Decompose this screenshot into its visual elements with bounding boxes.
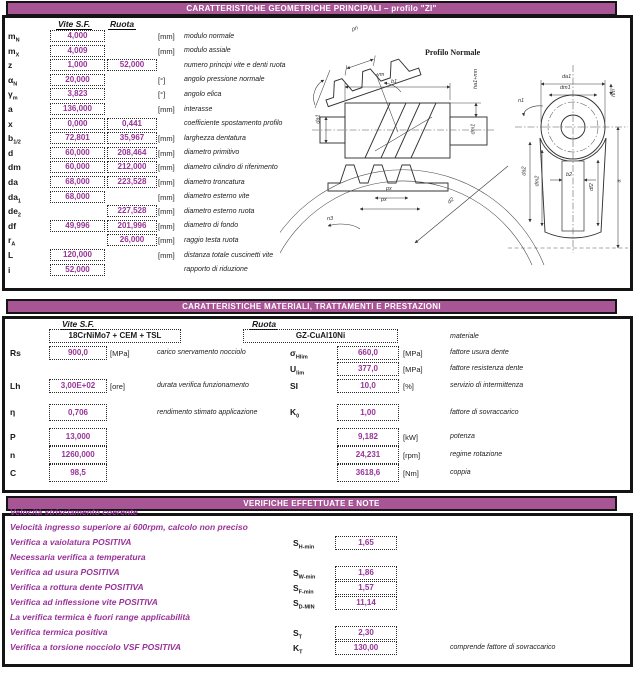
geometry-col-vite: Vite S.F. [58, 19, 91, 29]
mat-right-0-unit: [MPa] [403, 348, 423, 358]
mat-left-5-symbol: C [10, 467, 17, 478]
geo-row-9-symbol: dm [8, 162, 21, 173]
geometry-section-header [6, 1, 617, 16]
mat-left-1-unit: [ore] [110, 381, 126, 391]
mat-left-2-symbol: η [10, 407, 16, 417]
geo-row-5-vite-value[interactable]: 136,000 [50, 103, 105, 115]
mat-right-5-unit: [rpm] [403, 450, 421, 460]
geo-row-10-unit: [mm] [158, 178, 175, 187]
geo-row-0-symbol: $m_N$ [8, 31, 20, 44]
diagram-label-ha1+mn: ha1+mn [473, 68, 480, 90]
geo-row-6-vite-value[interactable]: 0,000 [50, 118, 105, 130]
geo-row-4-unit: [°] [158, 90, 166, 100]
thread-profile-detail [314, 44, 421, 108]
mat-right-1-desc: fattore resistenza dente [450, 365, 524, 372]
geo-row-1-symbol: $m_X$ [8, 45, 20, 59]
mat-left-2-desc: rendimento stimato applicazione [157, 408, 258, 416]
geo-row-8-vite-value[interactable]: 60,000 [50, 147, 105, 159]
geo-row-12-symbol: $de_2$ [8, 206, 21, 219]
geo-row-3-desc: angolo pressione normale [184, 76, 265, 84]
geo-row-3-symbol: $\alpha_N$ [8, 74, 18, 88]
diagram-label-dm2: dm2 [534, 175, 541, 187]
geo-row-0-unit: [mm] [158, 32, 175, 41]
mat-right-3-symbol: $K_0$ [290, 407, 300, 420]
mat-right-6-value[interactable]: 3618,6 [337, 464, 399, 482]
mat-right-2-desc: servizio di intermittenza [450, 382, 524, 389]
geo-row-8-symbol: d [8, 147, 14, 158]
geo-row-16-symbol: i [8, 264, 11, 275]
geo-row-1-desc: modulo assiale [184, 47, 231, 55]
geo-row-14-symbol: $r_A$ [8, 235, 16, 249]
geo-row-7-unit: [mm] [158, 134, 175, 144]
geo-row-3-unit: [°] [158, 75, 166, 85]
geo-row-15-desc: distanza totale cuscinetti vite [184, 251, 274, 259]
geo-row-7-desc: larghezza dentatura [184, 134, 246, 142]
geo-row-4-symbol: $\gamma_m$ [8, 89, 18, 103]
mat-right-5-value[interactable]: 24,231 [337, 446, 399, 464]
worm-gear-diagram [280, 20, 630, 288]
mat-left-3-symbol: P [10, 431, 16, 442]
geo-row-7-ruota-value[interactable]: 35,967 [107, 132, 157, 144]
mat-right-6-unit: [Nm] [403, 468, 419, 478]
geo-row-4-desc: angolo elica [184, 90, 222, 98]
geo-row-8-ruota-value[interactable]: 208,464 [107, 147, 157, 159]
diagram-label-da1: da1 [562, 74, 572, 80]
geo-row-15-unit: [mm] [158, 251, 175, 260]
geo-row-13-unit: [mm] [158, 221, 175, 231]
diagram-label-a: a [616, 179, 623, 183]
geo-row-11-desc: diametro esterno vite [184, 193, 250, 201]
geo-row-11-symbol: $da_1$ [8, 191, 21, 205]
verif-row-9-value[interactable]: 130,00 [335, 641, 397, 655]
geo-row-12-desc: diametro esterno ruota [184, 207, 255, 215]
diagram-label-px: px [386, 186, 392, 192]
diagram-label-df2: df2 [588, 183, 595, 191]
verif-row-6-symbol: $S_{D-MIN}$ [293, 598, 315, 611]
verif-row-9-note: Verifica a torsione nocciolo VSF POSITIVA [10, 642, 181, 652]
geometry-col-ruota: Ruota [110, 19, 135, 29]
mat-left-2-value[interactable]: 0,706 [49, 404, 107, 421]
verifications-section-title: VERIFICHE EFFETTUATE E NOTE [243, 499, 380, 508]
front-view [280, 74, 544, 265]
mat-right-5-desc: regime rotazione [450, 451, 503, 458]
geo-row-2-symbol: z [8, 60, 13, 71]
diagram-label-px: px [381, 197, 387, 203]
geo-row-9-ruota-value[interactable]: 212,000 [107, 161, 157, 173]
geo-row-9-unit: [mm] [158, 163, 175, 173]
diagram-label-n1: n1 [518, 98, 525, 104]
mat-right-3-desc: fattore di sovraccarico [450, 408, 519, 416]
verif-row-6-note: Verifica ad inflessione vite POSITIVA [10, 597, 158, 607]
diagram-profile-label: Profilo Normale [425, 48, 481, 57]
verif-row-4-note: Verifica ad usura POSITIVA [10, 567, 120, 577]
verif-row-1-note: Velocità ingresso superiore ai 600rpm, calcolo non preciso [10, 522, 248, 532]
mat-left-4-value[interactable]: 1260,000 [49, 446, 107, 464]
geo-row-0-desc: modulo normale [184, 32, 235, 40]
geo-row-8-desc: diametro primitivo [184, 149, 240, 157]
material-ruota-field[interactable]: GZ-CuAl10Ni [243, 329, 398, 343]
mat-right-1-value[interactable]: 377,0 [337, 362, 399, 376]
mat-left-3-value[interactable]: 13,000 [49, 428, 107, 446]
geo-row-10-symbol: da [8, 177, 18, 187]
diagram-label-da2: da2 [521, 166, 528, 176]
geo-row-7-vite-value[interactable]: 72,801 [50, 132, 105, 144]
diagram-label-hm: hm [610, 89, 617, 97]
geo-row-9-desc: diametro cilindro di riferimento [184, 163, 278, 171]
mat-right-2-value[interactable]: 10,0 [337, 379, 399, 393]
materials-col-ruota: Ruota [252, 319, 277, 329]
verif-row-5-symbol: $S_{F-min}$ [293, 583, 314, 596]
geo-row-13-desc: diametro di fondo [184, 222, 239, 230]
verif-row-2-note: Verifica a vaiolatura POSITIVA [10, 537, 132, 547]
geo-row-0-vite-value[interactable]: 4,000 [50, 30, 105, 42]
geo-row-16-desc: rapporto di riduzione [184, 266, 248, 274]
verif-row-9-extra: comprende fattore di sovraccarico [450, 644, 556, 651]
geo-row-6-desc: coefficiente spostamento profilo [184, 120, 283, 128]
material-vite-field[interactable]: 18CrNiMo7 + CEM + TSL [49, 329, 181, 343]
diagram-label-b2: b2 [566, 172, 573, 178]
geo-row-1-unit: [mm] [158, 46, 175, 56]
mat-right-0-desc: fattore usura dente [450, 349, 509, 356]
verif-row-3-note: Necessaria verifica a temperatura [10, 552, 146, 562]
geo-row-3-vite-value[interactable]: 20,000 [50, 74, 105, 86]
mat-right-2-unit: [%] [403, 381, 414, 391]
geo-row-15-vite-value[interactable]: 120,000 [50, 249, 105, 261]
geo-row-2-ruota-value[interactable]: 52,000 [107, 59, 157, 71]
geo-row-13-ruota-value[interactable]: 201,996 [107, 220, 157, 232]
geo-row-2-vite-value[interactable]: 1,000 [50, 59, 105, 71]
geo-row-16-vite-value[interactable]: 52,000 [50, 264, 105, 276]
geo-row-2-desc: numero principi vite e denti ruota [184, 61, 286, 69]
geo-row-12-unit: [mm] [158, 207, 175, 217]
mat-left-0-value[interactable]: 900,0 [49, 346, 107, 360]
diagram-label-b1: b1 [391, 79, 398, 85]
mat-left-1-desc: durata verifica funzionamento [157, 382, 249, 389]
mat-right-1-unit: [MPa] [403, 364, 423, 374]
materials-section-header [6, 299, 617, 314]
mat-right-3-value[interactable]: 1,00 [337, 404, 399, 421]
geo-row-12-ruota-value[interactable]: 227,528 [107, 205, 157, 217]
geo-row-7-symbol: $b_{1/2}$ [8, 133, 21, 146]
geo-row-5-unit: [mm] [158, 105, 175, 114]
materials-col-vite: Vite S.F. [62, 319, 95, 329]
geo-row-13-vite-value[interactable]: 49,996 [50, 220, 105, 232]
verif-row-0-note: Velocità strisciamento coerente [10, 507, 138, 517]
mat-right-0-value[interactable]: 660,0 [337, 346, 399, 360]
mat-left-0-unit: [MPa] [110, 348, 130, 358]
geo-row-6-symbol: x [8, 118, 13, 129]
geo-row-14-unit: [mm] [158, 236, 175, 246]
diagram-label-n3: n3 [327, 216, 334, 222]
geo-row-6-ruota-value[interactable]: 0,441 [107, 118, 157, 130]
mat-left-1-value[interactable]: 3,00E+02 [49, 379, 107, 393]
geo-row-15-symbol: L [8, 250, 14, 260]
diagram-label-pn: pn [351, 25, 359, 33]
geo-row-8-unit: [mm] [158, 148, 175, 158]
geo-row-13-symbol: df [8, 220, 17, 231]
verif-row-2-value[interactable]: 1,65 [335, 536, 397, 550]
geo-row-1-vite-value[interactable]: 4,009 [50, 45, 105, 57]
verif-row-8-note: Verifica termica positiva [10, 627, 108, 637]
verif-row-4-symbol: $S_{W-min}$ [293, 568, 316, 581]
mat-left-1-symbol: Lh [10, 380, 21, 391]
verif-row-6-value[interactable]: 11,14 [335, 596, 397, 610]
mat-right-4-desc: potenza [450, 433, 475, 440]
mat-right-0-symbol: $\sigma_{Hlim}$ [290, 347, 308, 361]
diagram-label-γm: γm [377, 72, 385, 78]
geo-row-10-ruota-value[interactable]: 223,528 [107, 176, 157, 188]
verif-row-5-note: Verifica a rottura dente POSITIVA [10, 582, 144, 592]
verif-row-2-symbol: $S_{H-min}$ [293, 538, 315, 551]
diagram-label-d2: d2 [446, 196, 456, 206]
geo-row-10-vite-value[interactable]: 68,000 [50, 176, 105, 188]
mat-right-6-desc: coppia [450, 469, 471, 476]
materials-section-title: CARATTERISTICHE MATERIALI, TRATTAMENTI E PRESTAZIONI [182, 302, 441, 311]
material-desc: materiale [450, 333, 479, 340]
diagram-label-dm1: dm1 [560, 85, 571, 91]
geo-row-11-unit: [mm] [158, 192, 175, 202]
mat-left-4-symbol: n [10, 449, 16, 460]
geo-row-5-desc: interasse [184, 105, 213, 113]
verif-row-7-note: La verifica termica è fuori range applicabilità [10, 612, 190, 622]
geo-row-14-desc: raggio testa ruota [184, 236, 239, 244]
mat-right-1-symbol: $U_{lim}$ [290, 363, 305, 377]
geo-row-14-ruota-value[interactable]: 26,000 [107, 234, 157, 246]
geo-row-9-vite-value[interactable]: 60,000 [50, 161, 105, 173]
mat-right-4-value[interactable]: 9,182 [337, 428, 399, 446]
geo-row-10-desc: diametro troncatura [184, 178, 245, 186]
verif-row-9-symbol: $K_T$ [293, 643, 303, 656]
mat-left-0-desc: carico snervamento nocciolo [157, 349, 246, 356]
geo-row-11-vite-value[interactable]: 68,000 [50, 191, 105, 203]
geo-row-4-vite-value[interactable]: 3,823 [50, 88, 105, 100]
verif-row-4-value[interactable]: 1,86 [335, 566, 397, 580]
geo-row-5-symbol: a [8, 104, 13, 114]
mat-left-0-symbol: Rs [10, 347, 21, 358]
geometry-section-title: CARATTERISTICHE GEOMETRICHE PRINCIPALI – profilo "ZI" [186, 4, 437, 13]
mat-left-5-value[interactable]: 98,5 [49, 464, 107, 482]
mat-right-2-symbol: SI [290, 380, 299, 391]
verif-row-8-value[interactable]: 2,30 [335, 626, 397, 640]
mat-right-4-unit: [kW] [403, 432, 418, 442]
verif-row-5-value[interactable]: 1,57 [335, 581, 397, 595]
diagram-label-da1: da1 [315, 114, 322, 124]
verif-row-8-symbol: $S_T$ [293, 628, 303, 641]
diagram-label-dm1: dm1 [470, 123, 477, 135]
